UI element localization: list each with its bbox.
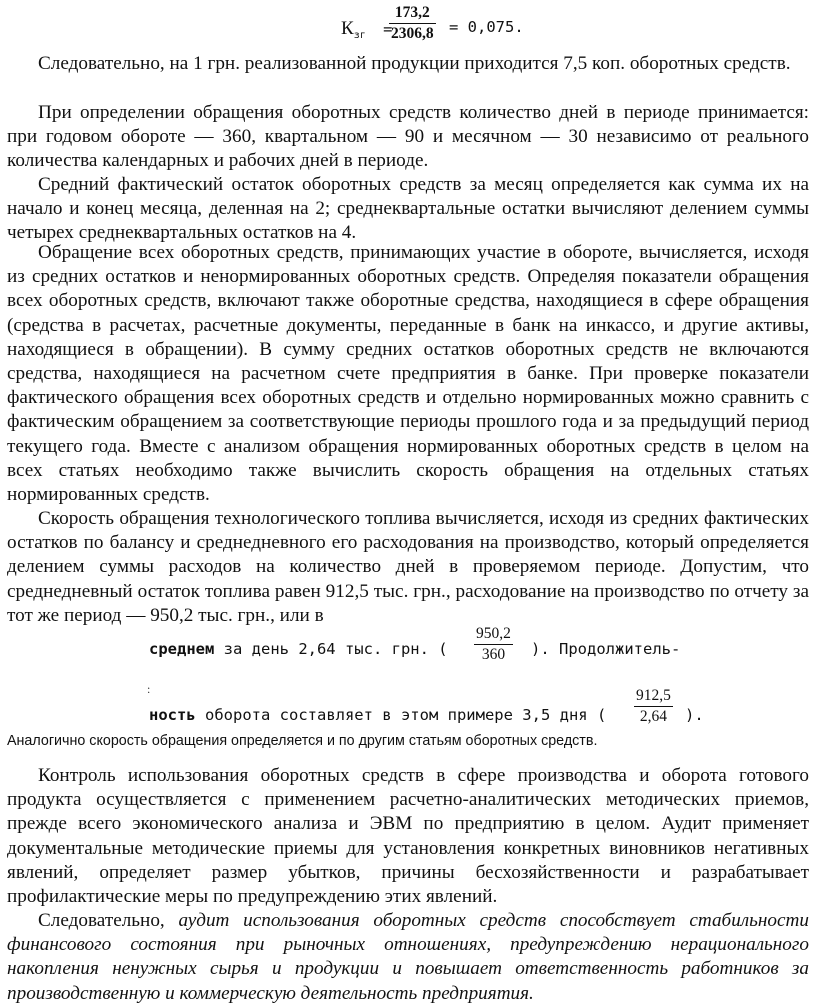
paragraph-3: Средний фактический остаток оборотных средств за месяц определяется как сумма их на начало и конец месяца, деленная на 2; среднеквартальные остатки вычисляют делением суммы четырех среднеквартальных остатков на 4. [7, 174, 809, 244]
formula-mid-2 [149, 706, 606, 724]
paragraph-1: Следовательно, на 1 грн. реализованной продукции приходится 7,5 коп. оборотных средств. [38, 53, 791, 74]
fraction-bar [389, 23, 436, 24]
formula-mid-2-text: оборота составляет в этом примере 3,5 дня ( [195, 706, 607, 724]
paragraph-control: Контроль использования оборотных средств в сфере производства и оборота готового продукта осуществляется с применением расчетно-аналитических методических приемов, прежде всего экономического анализа и ЭВМ по предприятию в целом. Аудит применяет документальные методические приемы для установления конкретных виновников негативных явлений, определяет размер убытков, причины бесхозяйственности и разрабатывает профилактические меры по предупреждению этих явлений. [7, 765, 809, 908]
formula-top [341, 18, 392, 41]
tick-mark: : [147, 682, 151, 696]
conclusion-italic: аудит использования оборотных средств способствует стабильности финансового состояния при рыночных отношениях, предупреждению нерационального накопления ненужных сырья и продукции и повышает ответственность работников за производственную и коммерческую деятельность предприятия. [7, 910, 809, 1004]
formula-mid-1-bold: среднем [149, 640, 215, 658]
fraction-bar [634, 706, 673, 707]
formula-mid-2-tail: ). [685, 706, 704, 724]
formula-mid-1-denominator: 360 [481, 646, 506, 663]
small-note: Аналогично скорость обращения определяется и по другим статьям оборотных средств. [7, 733, 598, 749]
formula-mid-2-bold: ность [149, 706, 196, 724]
formula-mid-2-denominator: 2,64 [639, 708, 667, 725]
formula-top-fraction [389, 4, 436, 43]
formula-top-result: = 0,075. [449, 18, 524, 36]
formula-mid-2-numerator: 912,5 [636, 687, 671, 704]
paragraph-4: Обращение всех оборотных средств, принимающих участие в обороте, вычисляется, исходя из средних остатков и ненормированных оборотных средств. Определяя показатели обращения всех оборотных средств, включают также оборотные средства, находящиеся в сфере обращения (средства в расчетах, расчетные документы, переданные в банк на инкассо, и другие активы, находящиеся в обращении). В сумму средних остатков оборотных средств не включаются средства, находящиеся на расчетном счете предприятия в банке. При проверке показатели фактического обращения всех оборотных средств и отдельно нормированных можно сравнить с фактическим обращением за соответствующие периоды прошлого года и за предыдущий период текущего года. Вместе с анализом обращения нормированных оборотных средств в целом на всех статьях необходимо также вычислить скорость обращения на отдельных статьях нормированных средств. [7, 242, 809, 506]
formula-mid-2-fraction [634, 687, 673, 726]
formula-top-denominator: 2306,8 [391, 25, 434, 42]
paragraph-2: При определении обращения оборотных средств количество дней в периоде принимается: при годовом обороте — 360, квартальном — 90 и месячном — 30 независимо от реального количества календарных и рабочих дней в периоде. [7, 102, 809, 172]
formula-mid-1-text: за день 2,64 тыс. грн. ( [214, 640, 448, 658]
formula-equals: = [383, 20, 393, 38]
formula-mid-1 [149, 640, 448, 658]
formula-lhs-sub: зг [353, 30, 366, 42]
formula-mid-1-fraction [474, 625, 513, 664]
formula-lhs: К [341, 18, 354, 39]
formula-mid-1-tail: ). Продолжитель- [531, 640, 681, 658]
paragraph-5: Скорость обращения технологического топлива вычисляется, исходя из средних фактических остатков по балансу и среднедневного его расходования на производство, который определяется делением суммы расходов на количество дней в проверяемом периоде. Допустим, что среднедневный остаток топлива равен 912,5 тыс. грн., расходование на производство по отчету за тот же период — 950,2 тыс. грн., или в [7, 508, 809, 626]
formula-mid-1-numerator: 950,2 [476, 625, 511, 642]
paragraph-conclusion [7, 909, 809, 1006]
fraction-bar [474, 644, 513, 645]
formula-top-numerator: 173,2 [394, 4, 430, 21]
conclusion-lead: Следовательно, [38, 910, 179, 931]
